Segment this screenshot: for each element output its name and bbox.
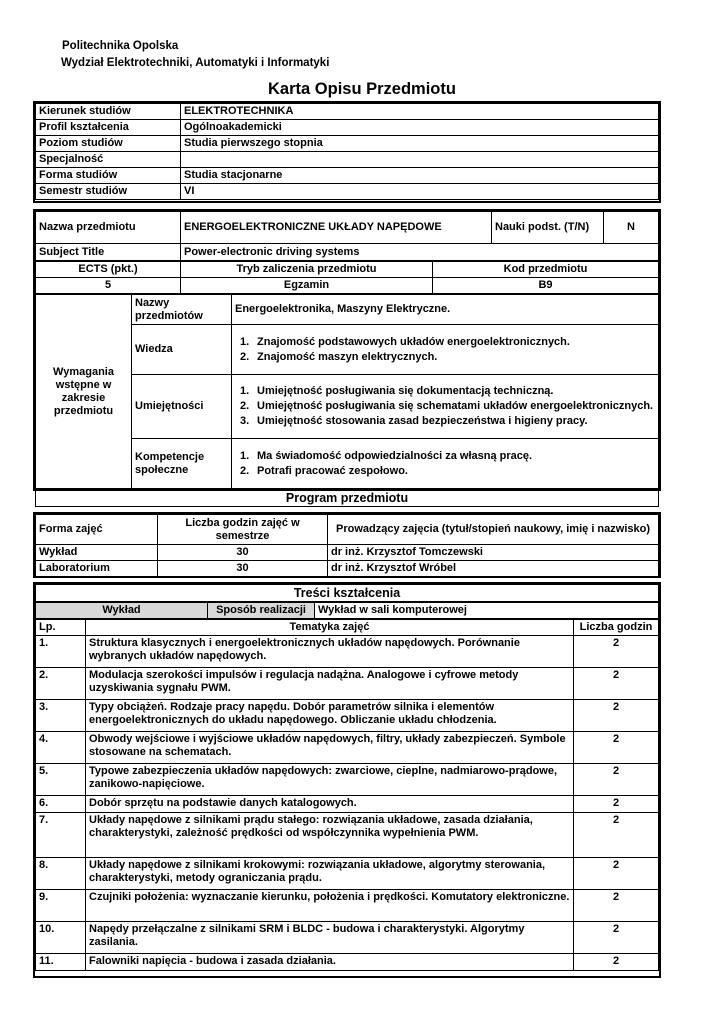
- requirements-label: Wymagania wstępne w zakresie przedmiotu: [36, 295, 132, 489]
- col-form-header: Forma zajęć: [36, 515, 158, 545]
- program-row: [36, 561, 659, 577]
- knowledge-label: Wiedza: [132, 325, 232, 375]
- ects-table: [35, 261, 659, 294]
- method-label: Sposób realizacji: [208, 603, 315, 619]
- skills-item: 3. Umiejętność stosowania zasad bezpieczeństwa i higieny pracy.: [240, 415, 588, 427]
- topic-row: [36, 668, 659, 700]
- topic-row: [36, 636, 659, 668]
- topic-row: [36, 732, 659, 764]
- study-value: VI: [181, 184, 659, 200]
- study-value: [181, 152, 659, 168]
- topic-text: Obwody wejściowe i wyjściowe układów napędowych, filtry, układy zabezpieczeń. Symbole stosowane na schematach.: [86, 732, 574, 764]
- topic-row: [36, 922, 659, 954]
- col-hours-header: Liczba godzin zajęć w semestrze: [158, 515, 328, 545]
- study-label: Specjalność: [36, 152, 181, 168]
- topic-lp: 10.: [36, 922, 86, 954]
- program-title: Program przedmiotu: [36, 490, 659, 507]
- skills-item: 1. Umiejętność posługiwania się dokumentacją techniczną.: [240, 385, 554, 397]
- competences-label: Kompetencje społeczne: [132, 439, 232, 489]
- topic-text: Modulacja szerokości impulsów i regulacja nadążna. Analogowe i cyfrowe metody uzyskiwania sygnału PWM.: [86, 668, 574, 700]
- basic-sciences-label: Nauki podst. (T/N): [492, 212, 604, 244]
- study-label: Kierunek studiów: [36, 104, 181, 120]
- method-value: Wykład w sali komputerowej: [315, 603, 659, 619]
- study-row: [36, 104, 659, 120]
- competences-list: [232, 439, 659, 489]
- program-hours: 30: [158, 561, 328, 577]
- topic-text: Typowe zabezpieczenia układów napędowych: zwarciowe, cieplne, nadmiarowo-prądowe, zanikowo-napięciowe.: [86, 764, 574, 796]
- code-value: B9: [433, 278, 659, 294]
- faculty-name: Wydział Elektrotechniki, Automatyki i Informatyki: [61, 57, 330, 69]
- topic-lp: 2.: [36, 668, 86, 700]
- knowledge-item: 2. Znajomość maszyn elektrycznych.: [240, 350, 438, 363]
- page-title: Karta Opisu Przedmiotu: [268, 80, 456, 98]
- program-title-table: [35, 489, 659, 507]
- program-form: Wykład: [36, 545, 158, 561]
- knowledge-item: 1. Znajomość podstawowych układów energoelektronicznych.: [240, 335, 570, 348]
- topic-lp: 3.: [36, 700, 86, 732]
- program-teacher: dr inż. Krzysztof Wróbel: [328, 561, 659, 577]
- topic-hours: 2: [574, 732, 659, 764]
- topic-text: Struktura klasycznych i energoelektronicznych układów napędowych. Porównanie wybranych układów napędowych.: [86, 636, 574, 668]
- content-type: Wykład: [36, 603, 208, 619]
- topic-lp: 5.: [36, 764, 86, 796]
- col-hours-header: Liczba godzin: [574, 620, 659, 636]
- study-value: Studia pierwszego stopnia: [181, 136, 659, 152]
- skills-item: 2. Umiejętność posługiwania się schematami układów energoelektronicznych.: [240, 400, 654, 412]
- basic-sciences-value: N: [604, 212, 659, 244]
- subject-name-value: ENERGOELEKTRONICZNE UKŁADY NAPĘDOWE: [181, 212, 492, 244]
- study-value: Ogólnoakademicki: [181, 120, 659, 136]
- mode-label: Tryb zaliczenia przedmiotu: [181, 262, 433, 278]
- study-row: [36, 184, 659, 200]
- ects-label: ECTS (pkt.): [36, 262, 181, 278]
- topic-row: [36, 858, 659, 890]
- knowledge-list: [232, 325, 659, 375]
- program-row: [36, 545, 659, 561]
- topic-hours: 2: [574, 922, 659, 954]
- col-topic-header: Tematyka zajęć: [86, 620, 574, 636]
- topic-lp: 4.: [36, 732, 86, 764]
- program-hours: 30: [158, 545, 328, 561]
- subject-box: [33, 209, 661, 505]
- topic-hours: 2: [574, 796, 659, 813]
- skills-list: [232, 375, 659, 439]
- subject-name-label: Nazwa przedmiotu: [36, 212, 181, 244]
- program-table: [35, 514, 659, 577]
- topic-text: Napędy przełączalne z silnikami SRM i BLDC - budowa i charakterystyki. Algorytmy zasilania.: [86, 922, 574, 954]
- prior-subjects-label: Nazwy przedmiotów: [132, 295, 232, 325]
- study-row: [36, 136, 659, 152]
- topic-hours: 2: [574, 890, 659, 922]
- mode-value: Egzamin: [181, 278, 433, 294]
- requirements-table: [35, 294, 659, 489]
- study-label: Semestr studiów: [36, 184, 181, 200]
- ects-value: 5: [36, 278, 181, 294]
- topic-hours: 2: [574, 954, 659, 971]
- topic-hours: 2: [574, 813, 659, 858]
- university-name: Politechnika Opolska: [62, 40, 179, 52]
- study-row: [36, 120, 659, 136]
- code-label: Kod przedmiotu: [433, 262, 659, 278]
- study-row: [36, 168, 659, 184]
- topic-lp: 9.: [36, 890, 86, 922]
- program-form: Laboratorium: [36, 561, 158, 577]
- subject-title-label: Subject Title: [36, 244, 181, 261]
- subject-name-table: [35, 211, 659, 261]
- study-label: Forma studiów: [36, 168, 181, 184]
- content-title: Treści kształcenia: [36, 585, 659, 602]
- program-teacher: dr inż. Krzysztof Tomczewski: [328, 545, 659, 561]
- content-title-table: [35, 584, 659, 602]
- topic-row: [36, 796, 659, 813]
- study-value: Studia stacjonarne: [181, 168, 659, 184]
- study-value: ELEKTROTECHNIKA: [181, 104, 659, 120]
- topic-lp: 1.: [36, 636, 86, 668]
- topic-hours: 2: [574, 858, 659, 890]
- topic-hours: 2: [574, 668, 659, 700]
- topic-row: [36, 813, 659, 858]
- topic-lp: 11.: [36, 954, 86, 971]
- col-lp-header: Lp.: [36, 620, 86, 636]
- topic-row: [36, 954, 659, 971]
- col-teacher-header: Prowadzący zajęcia (tytuł/stopień naukowy, imię i nazwisko): [328, 515, 659, 545]
- content-method-table: [35, 602, 659, 619]
- topic-hours: 2: [574, 700, 659, 732]
- topic-lp: 6.: [36, 796, 86, 813]
- topic-text: Czujniki położenia: wyznaczanie kierunku, położenia i prędkości. Komutatory elektroniczne.: [86, 890, 574, 922]
- skills-label: Umiejętności: [132, 375, 232, 439]
- prior-subjects-value: Energoelektronika, Maszyny Elektryczne.: [232, 295, 659, 325]
- topic-lp: 8.: [36, 858, 86, 890]
- topic-text: Układy napędowe z silnikami krokowymi: rozwiązania układowe, algorytmy sterowania, charakterystyki, metody ograniczania prądu.: [86, 858, 574, 890]
- topic-row: [36, 700, 659, 732]
- study-row: [36, 152, 659, 168]
- content-topics-table: [35, 619, 659, 971]
- study-info-box: [33, 101, 661, 203]
- study-label: Poziom studiów: [36, 136, 181, 152]
- topic-text: Typy obciążeń. Rodzaje pracy napędu. Dobór parametrów silnika i elementów energoelektronicznych do układu napędowego. Obliczanie układu chłodzenia.: [86, 700, 574, 732]
- topic-hours: 2: [574, 764, 659, 796]
- topic-text: Układy napędowe z silnikami prądu stałego: rozwiązania układowe, zasada działania, charakterystyki, zależność prędkości od współczynnika wypełnienia PWM.: [86, 813, 574, 858]
- study-info-table: [35, 103, 659, 200]
- content-box: [33, 582, 661, 978]
- topic-row: [36, 890, 659, 922]
- study-label: Profil kształcenia: [36, 120, 181, 136]
- program-box: [33, 512, 661, 578]
- topic-row: [36, 764, 659, 796]
- topic-lp: 7.: [36, 813, 86, 858]
- competences-item: 1. Ma świadomość odpowiedzialności za własną pracę.: [240, 449, 533, 462]
- competences-item: 2. Potrafi pracować zespołowo.: [240, 464, 408, 477]
- topic-hours: 2: [574, 636, 659, 668]
- topic-text: Dobór sprzętu na podstawie danych katalogowych.: [86, 796, 574, 813]
- topic-text: Falowniki napięcia - budowa i zasada działania.: [86, 954, 574, 971]
- subject-title-value: Power-electronic driving systems: [181, 244, 659, 261]
